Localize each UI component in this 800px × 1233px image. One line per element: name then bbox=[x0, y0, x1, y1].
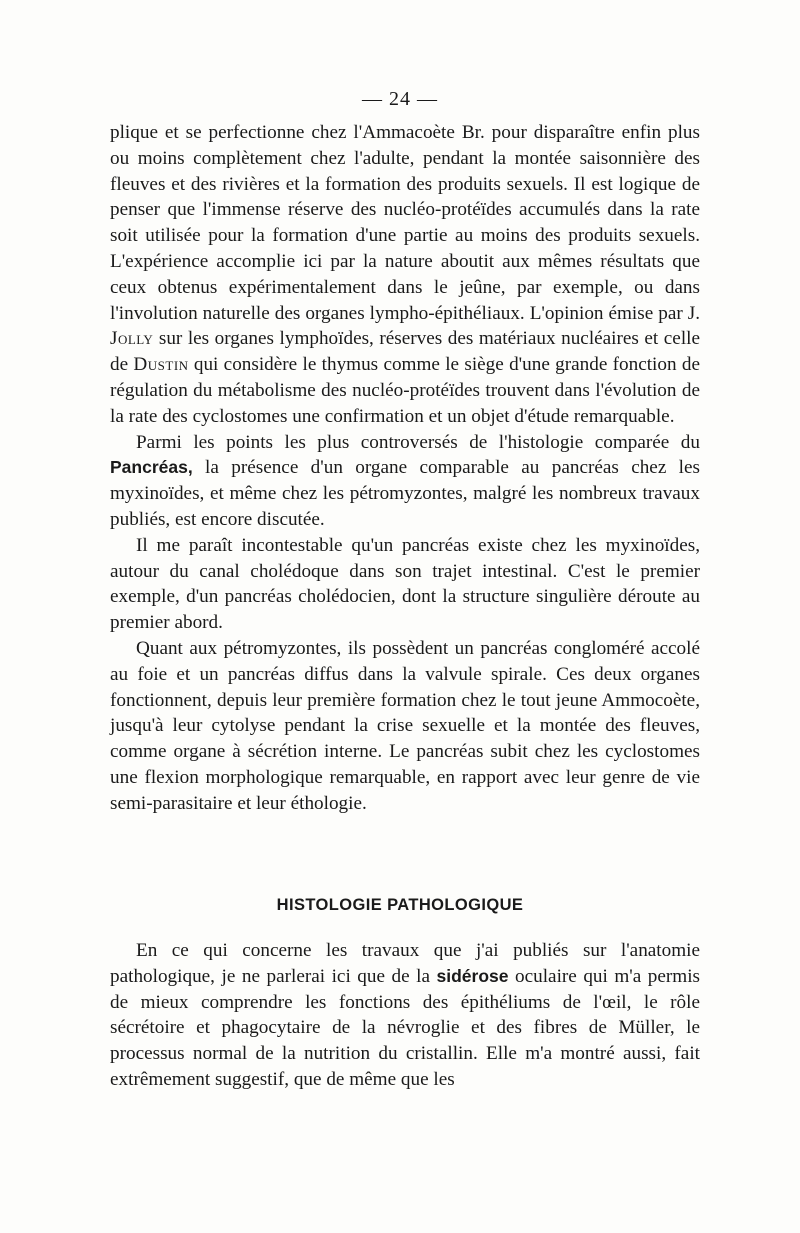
paragraph-rate-cont: sur les organes lymphoïdes, réserves des matériaux nucléaires et celle de bbox=[110, 328, 700, 376]
paragraph-pancreas bbox=[110, 430, 700, 533]
paragraph-rate bbox=[110, 120, 700, 430]
paragraph-siderose bbox=[110, 938, 700, 1093]
paragraph-siderose-start: En ce qui concerne les travaux que j'ai publiés sur l'anatomie pathologique, je ne parlerai ici que de la bbox=[110, 940, 700, 987]
author-dustin: Dustin bbox=[133, 354, 189, 376]
paragraph-siderose-end: oculaire qui m'a permis de mieux comprendre les fonctions des épithéliums de l'œil, le rôle sécrétoire et phagocytaire de la névroglie et des fibres de Müller, le processus normal de la nutrition du cristallin. Elle m'a montré aussi, fait extrêmement suggestif, que de même que les bbox=[110, 965, 700, 1090]
paragraph-rate-text: plique et se perfectionne chez l'Ammacoète Br. pour disparaître enfin plus ou moins complètement chez l'adulte, pendant la montée saisonnière des fleuves et des rivières et la formation des produits sexuels. Il est logique de penser que l'immense réserve des nucléo-protéïdes accumulés dans la rate soit utilisée pour la formation d'une partie au moins des produits sexuels. L'expérience accomplie ici par la nature aboutit aux mêmes résultats que ceux obtenus expérimentalement dans le jeûne, par exemple, ou dans l'involution naturelle des organes lympho-épithéliaux. L'opinion émise par J. bbox=[110, 122, 700, 324]
term-siderose: sidérose bbox=[436, 965, 509, 986]
paragraph-pancreas-start: Parmi les points les plus controversés de l'histologie comparée du bbox=[136, 431, 700, 453]
page-number: — 24 — bbox=[362, 88, 438, 110]
body-text-bottom bbox=[110, 938, 700, 1093]
paragraph-petromyzontes: Quant aux pétromyzontes, ils possèdent un pancréas congloméré accolé au foie et un pancréas diffus dans la valvule spirale. Ces deux organes fonctionnent, depuis leur première formation chez le tout jeune Ammocoète, jusqu'à leur cytolyse pendant la crise sexuelle et la montée des fleuves, comme organe à sécrétion interne. Le pancréas subit chez les cyclostomes une flexion morphologique remarquable, en rapport avec leur genre de vie semi-parasitaire et leur éthologie. bbox=[110, 637, 700, 814]
paragraph-myxinoides: Il me paraît incontestable qu'un pancréas existe chez les myxinoïdes, autour du canal cholédoque dans son trajet intestinal. C'est le premier exemple, d'un pancréas cholédocien, dont la structure singulière déroute au premier abord. bbox=[110, 534, 700, 634]
section-heading: HISTOLOGIE PATHOLOGIQUE bbox=[276, 896, 524, 914]
paragraph-rate-end: qui considère le thymus comme le siège d'une grande fonction de régulation du métabolisme des nucléo-protéïdes trouvent dans l'évolution de la rate des cyclostomes une confirmation et un objet d'étude remarquable. bbox=[110, 354, 700, 427]
author-jolly: Jolly bbox=[110, 328, 154, 350]
term-pancreas: Pancréas, bbox=[110, 457, 193, 478]
body-text-top bbox=[110, 120, 700, 817]
paragraph-pancreas-end: la présence d'un organe comparable au pancréas chez les myxinoïdes, et même chez les pétromyzontes, malgré les nombreux travaux publiés, est encore discutée. bbox=[110, 457, 700, 530]
